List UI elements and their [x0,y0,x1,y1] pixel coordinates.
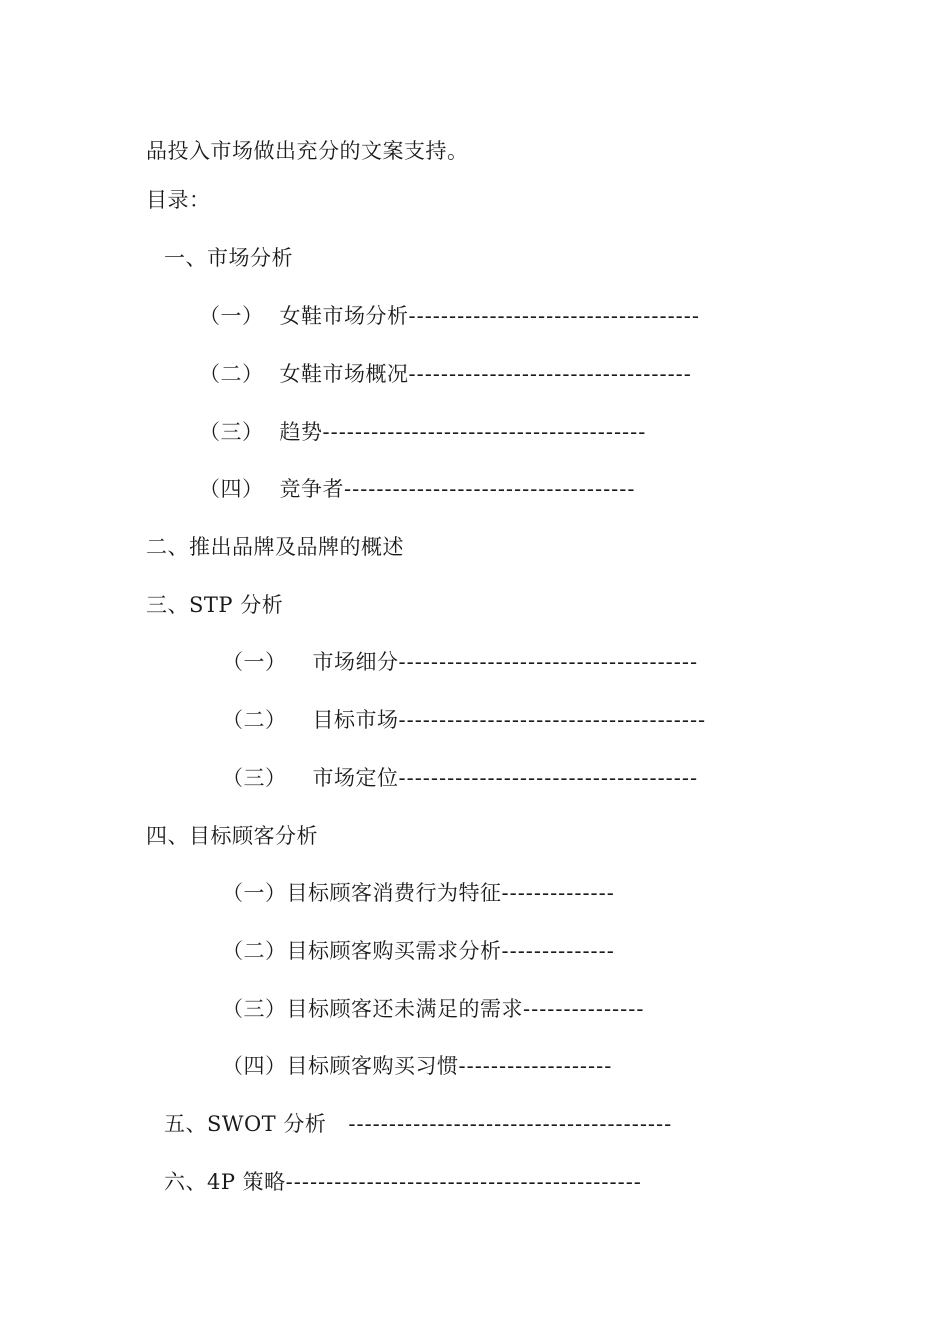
toc-entry-leader: ------------------- [458,1054,613,1078]
toc-entry-leader: ------------------------------------- [398,766,699,790]
toc-section-3-title: 三、STP 分析 [146,593,284,617]
toc-entry-label: （一） [222,650,287,674]
toc-entry-1-4 [199,475,635,503]
toc-entry-label: （二） [222,939,287,963]
toc-entry-leader: -------------------------------------- [398,708,707,732]
toc-entry-label: （三） [222,997,287,1021]
toc-entry-1-3 [199,418,646,446]
toc-heading: 目录： [146,188,211,212]
toc-entry-label: （二） [222,708,287,732]
toc-entry-leader: ----------------------------------- [408,362,692,386]
toc-entry-label: （四） [199,477,264,501]
toc-entry-leader: ------------------------------------- [398,650,699,674]
toc-entry-text: 女鞋市场概况 [279,362,409,386]
toc-entry-1-1 [199,302,700,330]
toc-entry-label: （一） [222,881,287,905]
toc-section-1-title: 一、市场分析 [164,246,293,270]
toc-entry-leader: ---------------------------------------- [322,420,647,444]
toc-entry-4-3 [222,995,644,1023]
toc-entry-3-1 [222,648,698,676]
toc-entry-3-2 [222,706,706,734]
toc-entry-leader: -------------- [501,881,615,905]
toc-entry-text: 女鞋市场分析 [279,304,409,328]
toc-section-6-title: 六、4P 策略 [164,1170,286,1194]
toc-section-6 [164,1168,642,1196]
toc-entry-text: 目标顾客还未满足的需求 [286,997,523,1021]
toc-entry-label: （四） [222,1054,287,1078]
toc-entry-text: 目标市场 [312,708,399,732]
toc-section-2-title: 二、推出品牌及品牌的概述 [146,535,404,559]
toc-section-5 [164,1110,672,1138]
toc-entry-text: 市场定位 [312,766,399,790]
toc-entry-label: （三） [222,766,287,790]
toc-entry-text: 竞争者 [279,477,344,501]
toc-entry-label: （三） [199,420,264,444]
toc-entry-text: 目标顾客购买习惯 [286,1054,459,1078]
toc-entry-3-3 [222,764,698,792]
intro-text: 品投入市场做出充分的文案支持。 [146,139,469,163]
toc-entry-text: 市场细分 [312,650,399,674]
toc-section-5-title: 五、SWOT 分析 [164,1112,327,1136]
toc-entry-label: （二） [199,362,264,386]
toc-entry-leader: --------------- [523,997,645,1021]
toc-entry-leader: ------------------------------------ [408,304,700,328]
toc-entry-leader: ------------------------------------ [344,477,636,501]
toc-entry-leader: -------------------------------------------- [285,1170,642,1194]
toc-entry-leader: -------------- [501,939,615,963]
toc-entry-4-2 [222,937,615,965]
toc-entry-leader: ---------------------------------------- [348,1112,673,1136]
toc-entry-text: 趋势 [279,420,323,444]
toc-entry-text: 目标顾客消费行为特征 [286,881,502,905]
toc-section-4-title: 四、目标顾客分析 [146,824,318,848]
toc-entry-4-4 [222,1052,612,1080]
toc-entry-text: 目标顾客购买需求分析 [286,939,502,963]
toc-entry-label: （一） [199,304,264,328]
toc-entry-4-1 [222,879,615,907]
toc-entry-1-2 [199,360,692,388]
